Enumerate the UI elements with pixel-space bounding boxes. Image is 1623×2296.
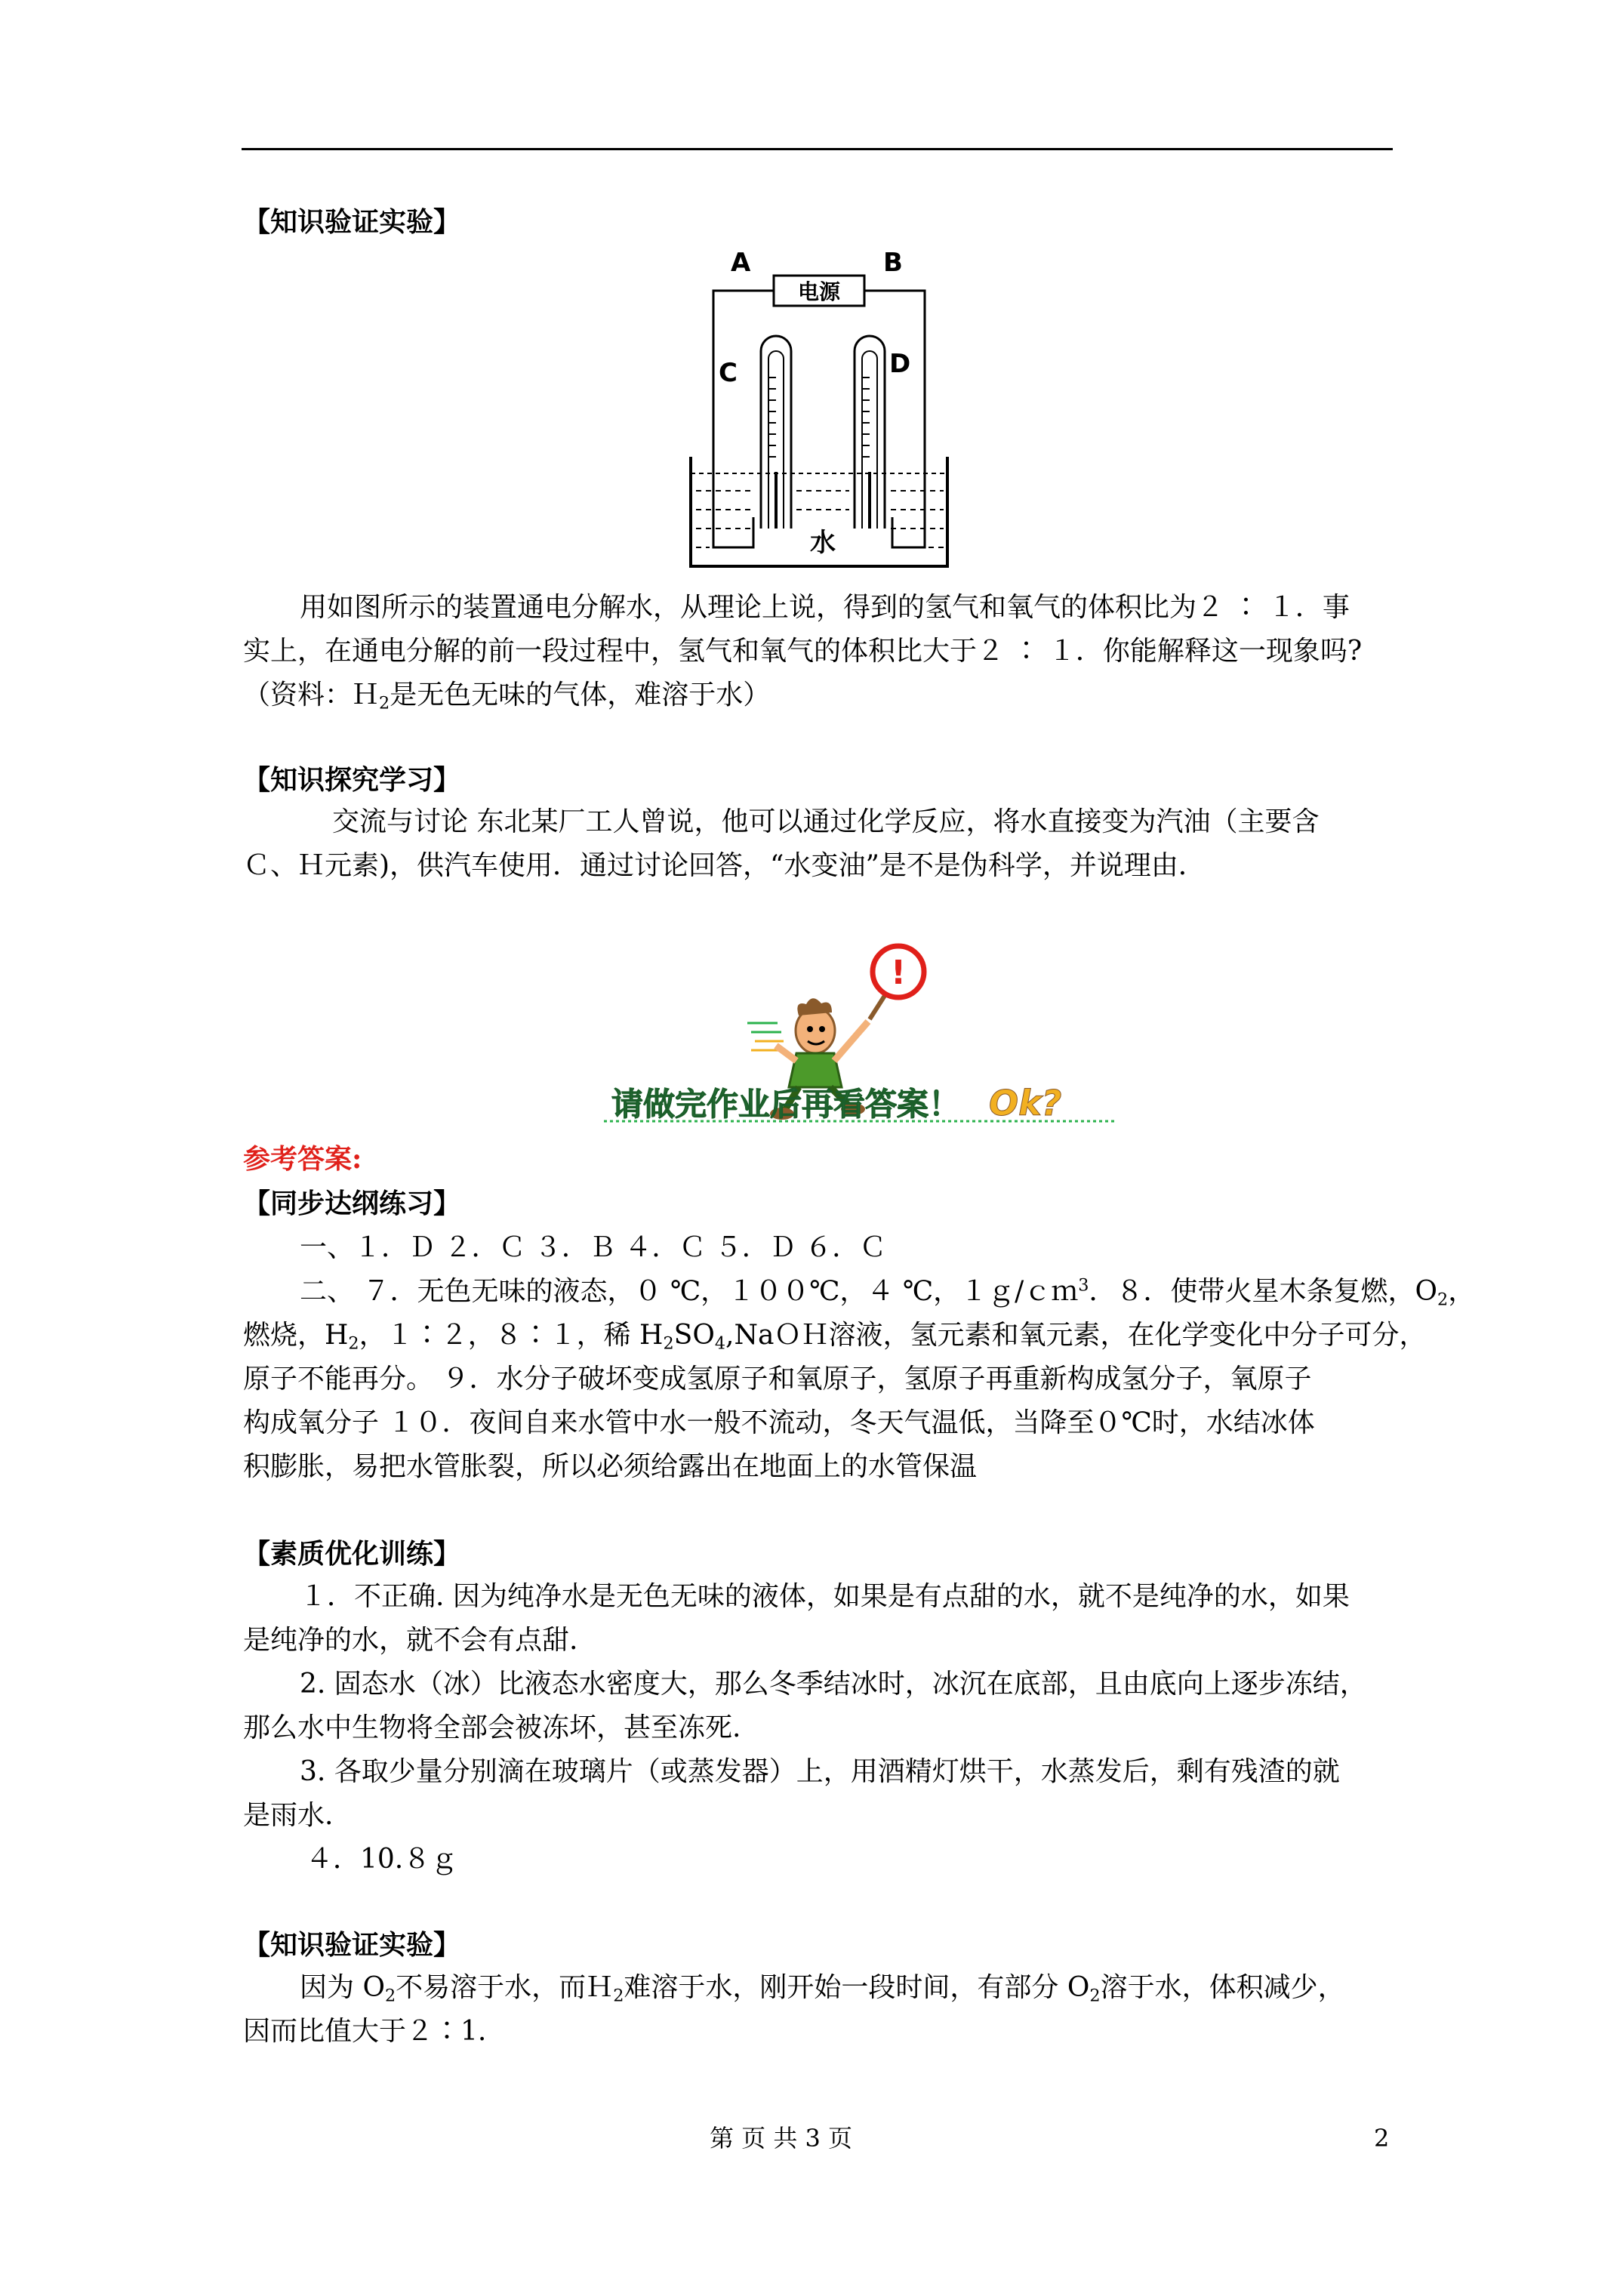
quality-q1-line-2: 是纯净的水，就不会有点甜.: [243, 1625, 578, 1656]
label-c: C: [719, 358, 738, 388]
page-footer: 第 页 共 3 页: [710, 2124, 853, 2153]
heading-sync-practice: 【同步达纲练习】: [243, 1188, 461, 1219]
heading-quality-training: 【素质优化训练】: [243, 1538, 461, 1570]
exclamation-sign-icon: [870, 946, 924, 1019]
label-b: B: [883, 248, 903, 278]
sync-line-2: 二、 ７．无色无味的液态，０ ℃，１００℃，４ ℃，１ｇ/ｃｍ$^3$．８．使带火星木条复燃，$O_2$，: [300, 1275, 1476, 1310]
homework-banner: [596, 940, 1125, 1129]
heading-explore-learning: 【知识探究学习】: [243, 764, 461, 796]
water-label: 水: [810, 528, 836, 558]
sync-line-1: 一、１．Ｄ ２．Ｃ ３．Ｂ ４．Ｃ ５．Ｄ ６．Ｃ: [300, 1232, 887, 1263]
heading-verify-experiment: 【知识验证实验】: [243, 206, 461, 238]
explore-line-1: 交流与讨论 东北某厂工人曾说，他可以通过化学反应，将水直接变为汽油（主要含: [332, 806, 1320, 837]
sync-line-4: 原子不能再分。 ９．水分子破坏变成氢原子和氧原子，氢原子再重新构成氢分子，氧原子: [243, 1364, 1312, 1395]
verify-answer-line-1: 因为 $O_2$不易溶于水，而Ｈ$_2$难溶于水，刚开始一段时间，有部分 $O_2$溶于水，体积减少，: [300, 1972, 1345, 2006]
experiment-line-1: 用如图所示的装置通电分解水，从理论上说，得到的氢气和氧气的体积比为２ ∶ １．事: [300, 592, 1350, 623]
label-a: A: [731, 248, 751, 278]
banner-ok: Ok?: [989, 1083, 1062, 1123]
wire-left: [713, 291, 774, 502]
sync-line-5: 构成氧分子 １０．夜间自来水管中水一般不流动，冬天气温低，当降至０℃时，水结冰体: [243, 1407, 1315, 1438]
wire-right: [864, 291, 925, 502]
experiment-line-2: 实上，在通电分解的前一段过程中，氢气和氧气的体积比大于２ ∶ １．你能解释这一现象吗?: [243, 636, 1363, 667]
quality-q2-line-1: 2. 固态水（冰）比液态水密度大，那么冬季结冰时，冰沉在底部，且由底向上逐步冻结，: [300, 1669, 1367, 1700]
svg-text:!: !: [890, 954, 907, 992]
quality-q3-line-2: 是雨水.: [243, 1800, 334, 1831]
quality-q2-line-2: 那么水中生物将全部会被冻坏，甚至冻死.: [243, 1712, 741, 1743]
answers-title: 参考答案:: [243, 1143, 362, 1175]
page-number: 2: [1374, 2124, 1390, 2153]
label-d: D: [889, 349, 911, 379]
speed-lines-icon: [747, 1023, 781, 1032]
sync-line-6: 积膨胀，易把水管胀裂，所以必须给露出在地面上的水管保温: [243, 1451, 978, 1482]
banner-text: 请做完作业后再看答案！: [611, 1086, 961, 1123]
explore-line-2: Ｃ、Ｈ元素)，供汽车使用．通过讨论回答，“水变油”是不是伪科学，并说理由．: [243, 850, 1206, 881]
experiment-note: （资料：Ｈ$_2$是无色无味的气体，难溶于水）: [243, 680, 771, 713]
quality-q4: ４．10.８ｇ: [306, 1844, 458, 1875]
quality-q1-line-1: １．不正确. 因为纯净水是无色无味的液体，如果是有点甜的水，就不是纯净的水，如果: [300, 1581, 1350, 1612]
header-rule: [242, 148, 1393, 150]
heading-verify-experiment-answer: 【知识验证实验】: [243, 1929, 461, 1961]
verify-answer-line-2: 因而比值大于２∶1.: [243, 2016, 487, 2047]
electrolysis-diagram: [679, 245, 959, 572]
sync-line-3: 燃烧，$H_2$，１∶２，８∶１，稀 $H_2SO_4,NaOH$溶液，氢元素和氧元素，在化学变化中分子可分，: [243, 1320, 1427, 1354]
power-label: 电源: [797, 279, 841, 304]
quality-q3-line-1: 3. 各取少量分别滴在玻璃片（或蒸发器）上，用酒精灯烘干，水蒸发后，剩有残渣的就: [300, 1756, 1340, 1787]
